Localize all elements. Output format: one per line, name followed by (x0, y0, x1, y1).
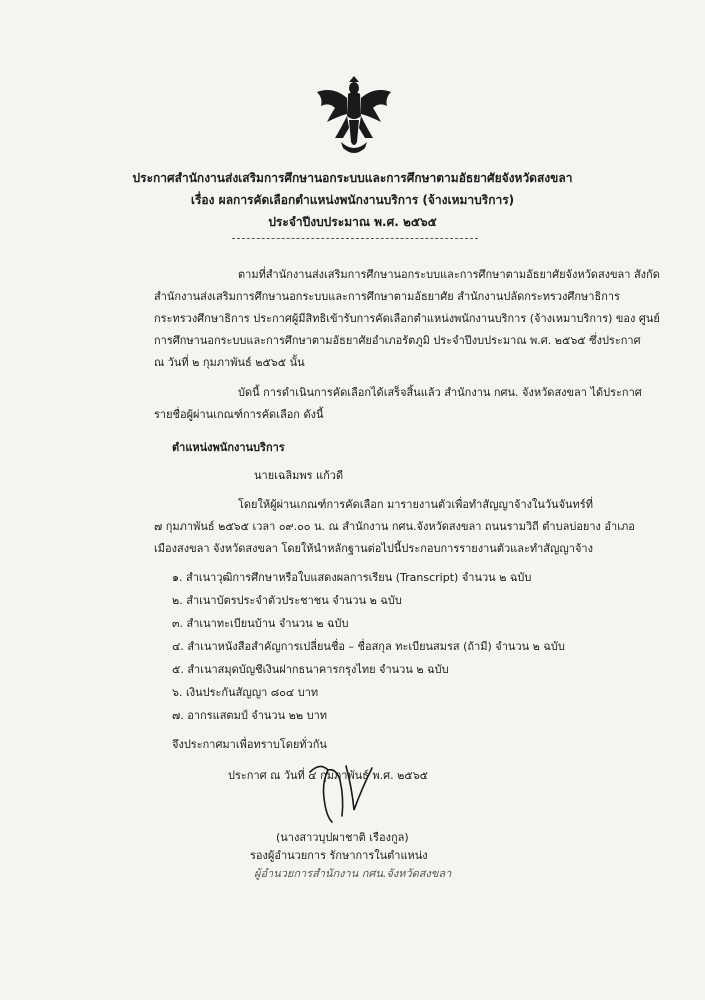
para1-line: ณ วันที่ ๒ กุมภาพันธ์ ๒๕๖๕ นั้น (154, 356, 305, 369)
document-item: ๗. อากรแสตมป์ จำนวน ๒๒ บาท (172, 709, 328, 722)
header-fiscal-year: ประจำปีงบประมาณ พ.ศ. ๒๕๖๕ (268, 215, 437, 229)
announcement-date: ประกาศ ณ วันที่ ๔ กุมภาพันธ์ พ.ศ. ๒๕๖๕ (228, 769, 429, 782)
para2-line: บัดนี้ การดำเนินการคัดเลือกได้เสร็จสิ้นแล้ว สำนักงาน กศน. จังหวัดสงขลา ได้ประกาศ (238, 386, 642, 399)
header-subject: เรื่อง ผลการคัดเลือกตำแหน่งพนักงานบริการ (จ้างเหมาบริการ) (190, 193, 515, 207)
signer-title-line-2: ผู้อำนวยการสำนักงาน กศน.จังหวัดสงขลา (254, 867, 452, 880)
signer-name: (นางสาวบุปผาชาติ เรืองกูล) (276, 831, 409, 844)
document-item: ๔. สำเนาหนังสือสำคัญการเปลี่ยนชื่อ – ชื่อสกุล ทะเบียนสมรส (ถ้ามี) จำนวน ๒ ฉบับ (172, 640, 565, 653)
para3-line: ๗ กุมภาพันธ์ ๒๕๖๕ เวลา ๐๙.๐๐ น. ณ สำนักงาน กศน.จังหวัดสงขลา ถนนรามวิถี ตำบลบ่อยาง อำเภอ (154, 520, 635, 533)
signature-image (302, 758, 382, 828)
para1-line: สำนักงานส่งเสริมการศึกษานอกระบบและการศึกษาตามอัธยาศัย สำนักงานปลัดกระทรวงศึกษาธิการ (154, 290, 620, 303)
header-line-1: ประกาศสำนักงานส่งเสริมการศึกษานอกระบบและการศึกษาตามอัธยาศัยจังหวัดสงขลา (132, 171, 573, 185)
para1-line: การศึกษานอกระบบและการศึกษาตามอัธยาศัยอำเภอรัตภูมิ ประจำปีงบประมาณ พ.ศ. ๒๕๖๕ ซึ่งประกาศ (154, 334, 641, 347)
signer-title-line-1: รองผู้อำนวยการ รักษาการในตำแหน่ง (250, 849, 428, 862)
para3-line: เมืองสงขลา จังหวัดสงขลา โดยให้นำหลักฐานต่อไปนี้ประกอบการรายงานตัวและทำสัญญาจ้าง (154, 542, 593, 555)
document-item: ๖. เงินประกันสัญญา ๘๐๔ บาท (172, 686, 319, 699)
para1-line: กระทรวงศึกษาธิการ ประกาศผู้มีสิทธิเข้ารับการคัดเลือกตำแหน่งพนักงานบริการ (จ้างเหมาบริการ) ของ ศูนย์ (154, 312, 660, 325)
garuda-emblem-icon (313, 76, 395, 158)
para2-line: รายชื่อผู้ผ่านเกณฑ์การคัดเลือก ดังนี้ (154, 408, 324, 421)
header-divider (232, 238, 478, 239)
position-title: ตำแหน่งพนักงานบริการ (172, 441, 285, 454)
document-item: ๓. สำเนาทะเบียนบ้าน จำนวน ๒ ฉบับ (172, 617, 349, 630)
closing-text: จึงประกาศมาเพื่อทราบโดยทั่วกัน (172, 738, 327, 751)
document-item: ๕. สำเนาสมุดบัญชีเงินฝากธนาคารกรุงไทย จำนวน ๒ ฉบับ (172, 663, 449, 676)
para1-line: ตามที่สำนักงานส่งเสริมการศึกษานอกระบบและการศึกษาตามอัธยาศัยจังหวัดสงขลา สังกัด (238, 268, 660, 281)
document-item: ๑. สำเนาวุฒิการศึกษาหรือใบแสดงผลการเรียน (Transcript) จำนวน ๒ ฉบับ (172, 571, 532, 584)
candidate-name: นายเฉลิมพร แก้วดี (254, 469, 344, 482)
para3-line: โดยให้ผู้ผ่านเกณฑ์การคัดเลือก มารายงานตัวเพื่อทำสัญญาจ้างในวันจันทร์ที่ (238, 498, 593, 511)
document-item: ๒. สำเนาบัตรประจำตัวประชาชน จำนวน ๒ ฉบับ (172, 594, 402, 607)
